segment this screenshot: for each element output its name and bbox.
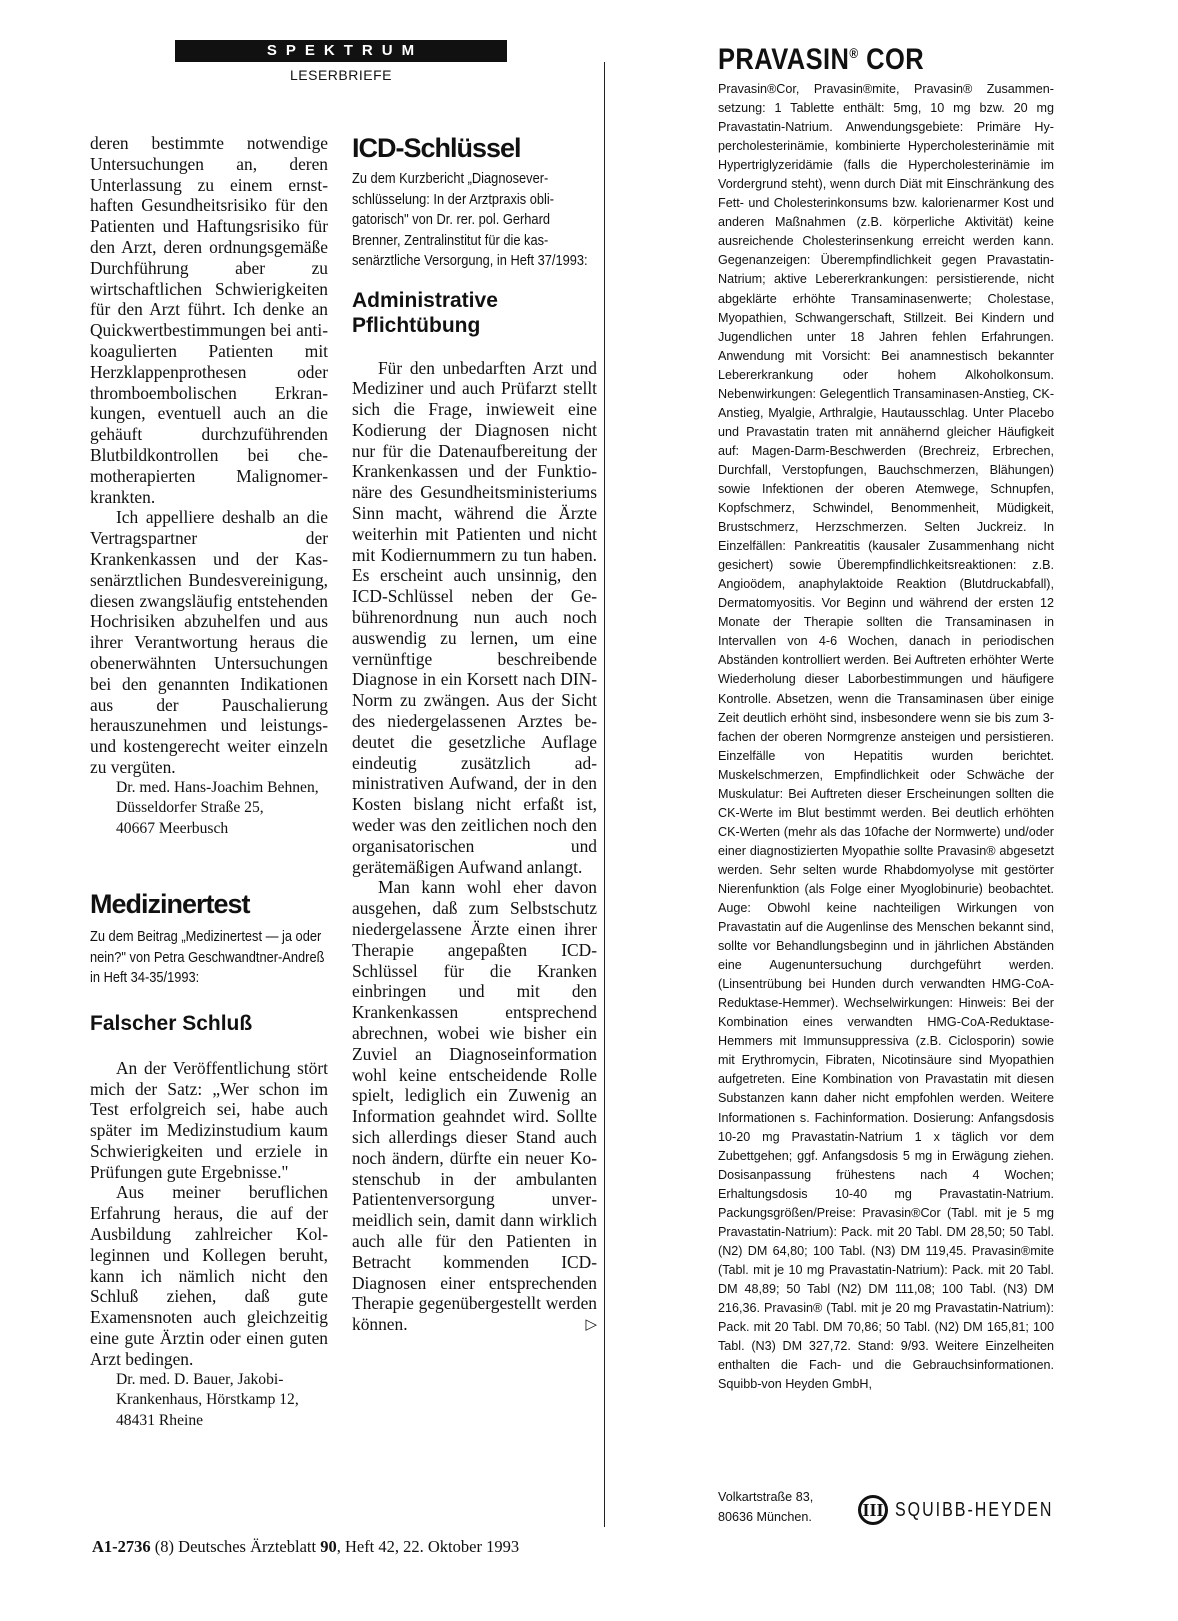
logo-badge-icon: III <box>858 1495 888 1525</box>
signature-line: Dr. med. D. Bauer, Jakobi- <box>116 1370 284 1388</box>
letter-heading: Falscher Schluß <box>90 1011 253 1035</box>
journal-volume: 90 <box>320 1537 337 1556</box>
column-divider <box>604 62 605 1527</box>
letter-title: Medizinertest <box>90 889 250 920</box>
letter-column-middle <box>352 133 597 1335</box>
signature-line: 40667 Meerbusch <box>116 819 229 837</box>
signature-line: 48431 Rheine <box>116 1411 204 1429</box>
letter-intro: Zu dem Beitrag „Medizinertest — ja oder nein?" von Petra Geschwandtner-Andreß in Heft 34-35/1993: <box>90 929 325 987</box>
continue-arrow-icon: ▷ <box>585 1315 597 1334</box>
body-paragraph: Aus meiner beruflichen Erfahrung heraus, die auf der Ausbildung zahlreicher Kolleginnen und Kollegen beruht, kann ich nämlich nicht den Schluß ziehen, daß gute Examensnoten auch gleichzeitig eine gute Ärztin oder einen guten Arzt bedingen. <box>90 1182 328 1369</box>
letter-heading: Administrative Pflichtübung <box>352 288 498 337</box>
letter-title: ICD-Schlüssel <box>352 133 521 163</box>
ad-address <box>718 1488 813 1527</box>
ad-title: PRAVASIN® COR <box>718 43 925 76</box>
advertisement-panel <box>718 36 1054 1394</box>
journal-date: , Heft 42, 22. Oktober 1993 <box>336 1537 520 1556</box>
journal-issue: (8) Deutsches Ärzteblatt <box>154 1537 317 1556</box>
body-paragraph: Man kann wohl eher davon ausgehen, daß zum Selbstschutz niedergelassene Ärzte einen ihrer Therapie angepaßten ICD-Schlüssel für die Kranken einbringen und mit den Krankenkassen entsprechend abrechnen, wobei wie bisher ein Zuviel an Diagnoseinformation wohl keine entscheidende Rolle spielt, lediglich ein Zuwenig an Information geahndet wird. Sollte sich allerdings dieser Stand auch noch ändern, dürfte ein neuer Kostenschub in der ambulanten Patientenversorgung unvermeidlich sein, damit dann wirklich auch alle für den Patienten in Betracht kommenden ICD-Diagnosen einer entsprechenden Therapie gegenübergestellt werden können. ▷ <box>352 877 597 1335</box>
signature-line: Krankenhaus, Hörstkamp 12, <box>116 1391 299 1409</box>
subsection-title: LESERBRIEFE <box>290 67 392 83</box>
body-paragraph: Für den unbedarften Arzt und Mediziner und auch Prüfarzt stellt sich die Frage, inwieweit eine Kodierung der Diagnosen nicht nur für die Datenaufbereitung der Krankenkassen und der Funktionäre des Gesundheitsministeriums Sinn macht, während die Ärzte weiterhin mit Patienten und nicht mit Kodiernummern zu tun haben. Es erscheint auch unsinnig, den ICD-Schlüssel neben der Gebührenordnung nun auch noch auswendig zu lernen, um eine vernünftige beschreibende Diagnose in ein Korsett nach DIN-Norm zu zwängen. Aus der Sicht des niedergelassenen Arztes bedeutet die gesetzliche Auflage eindeutig zusätzlich administrativen Aufwand, der in den Kosten bislang nicht erfaßt ist, weder was den zeitlichen noch den organisatorischen und gerätemäßigen Aufwand anlangt. <box>352 357 597 877</box>
body-paragraph: deren bestimmte notwendige Untersuchungen an, deren Unterlassung zu einem ernsthaften Gesundheitsrisiko für den Patienten und Haftungsrisiko für den Arzt, deren ordnungsgemäße Durchführung aber zu wirtschaftlichen Schwierigkeiten für den Arzt führt. Ich denke an Quickwertbestimmungen bei antikoagulierten Patienten mit Herzklappenprothesen oder thromboembolischen Erkrankungen, eventuell auch an die gehäuft durchzuführenden Blutbildkontrollen bei chemotherapierten Malignomerkrankten. <box>90 133 328 507</box>
signature-line: Dr. med. Hans-Joachim Behnen, Düsseldorfer Straße 25, <box>116 778 319 817</box>
page-footer <box>92 1537 519 1557</box>
letter-column-left <box>90 133 328 1431</box>
address-line: Volkartstraße 83, <box>718 1490 814 1504</box>
address-line: 80636 München. <box>718 1509 812 1524</box>
body-paragraph: Ich appelliere deshalb an die Vertragspartner der Krankenkassen und der Kassenärztlichen Bundesvereinigung, diesen zwangsläufig entstehenden Hochrisiken abzuhelfen und aus ihrer Verantwortung heraus die obenerwähnten Untersuchungen bei den genannten Indikationen aus der Pauschalierung herauszunehmen und leistungs- und kostengerecht weiter einzeln zu vergüten. <box>90 507 328 777</box>
letter-intro: Zu dem Kurzbericht „Diagnoseverschlüsselung: In der Arztpraxis obligatorisch" von Dr. rer. pol. Gerhard Brenner, Zentralinstitut für die kassenärztliche Versorgung, in Heft 37/1993: <box>352 171 588 269</box>
squibb-heyden-logo <box>858 1493 1093 1527</box>
section-banner <box>175 40 507 62</box>
page-reference: A1-2736 <box>92 1537 151 1556</box>
body-paragraph: An der Veröffentlichung stört mich der Satz: „Wer schon im Test erfolgreich sei, habe auch später im Medizinstudium kaum Schwierigkeiten und erziele in Prüfungen gute Ergebnisse." <box>90 1057 328 1182</box>
section-title: SPEKTRUM <box>266 42 424 59</box>
logo-text: SQUIBB-HEYDEN <box>895 1498 1054 1521</box>
ad-prescribing-info: Pravasin®Cor, Pravasin®mite, Pravasin® Zusammensetzung: 1 Tablette enthält: 5mg, 10 mg bzw. 20 mg Pravastatin-Natrium. Anwendungsgebiete: Primäre Hypercholesterinämie, kombinierte Hypercholesterinämie mit Hypertriglyzeridämie (falls die Hypercholesterinämie im Vordergrund steht), wenn durch Diät mit Einschränkung des Fett- und Cholesterinkonsums bzw. kalorienarmer Kost und anderen Maßnahmen (z.B. körperliche Aktivität) keine ausreichende Cholesterinsenkung erreicht werden kann. Gegenanzeigen: Überempfindlichkeit gegen Pravastatin-Natrium; aktive Lebererkrankungen: persistierende, nicht abgeklärte erhöhte Transaminasenwerte; Cholestase, Myopathien, Schwangerschaft, Stillzeit. Bei Kindern und Jugendlichen unter 18 Jahren fehlen Erfahrungen. Anwendung mit Vorsicht: Bei anamnestisch bekannter Lebererkrankung oder hohem Alkoholkonsum. Nebenwirkungen: Gelegentlich Transaminasen-Anstieg, CK-Anstieg, Myalgie, Arthralgie, Hautausschlag. Unter Placebo und Pravastatin traten mit annähernd gleicher Häufigkeit auf: Magen-Darm-Beschwerden (Brechreiz, Erbrechen, Durchfall, Verstopfungen, Bauchschmerzen, Blähungen) sowie Infektionen der oberen Atemwege, Schnupfen, Kopfschmerz, Schwindel, Benommenheit, Müdigkeit, Brustschmerz, Herzschmerzen. Selten Juckreiz. In Einzelfällen: Pankreatitis (kausaler Zusammenhang nicht gesichert) sowie Überempfindlichkeitsreaktionen: z.B. Angioödem, anaphylaktoide Reaktion (Blutdruckabfall), Dermatomyositis. Vor Beginn und während der ersten 12 Monate der Therapie sollten die Transaminasen in Intervallen von 4-6 Wochen, danach in periodischen Abständen kontrolliert werden. Bei Auftreten erhöhter Werte Wiederholung dieser Laborbestimmungen und häufigere Kontrolle. Absetzen, wenn die Transaminasen über einige Zeit deutlich erhöht sind, insbesondere wenn sie bis zum 3-fachen der oberen Normgrenze ansteigen und persistieren. Einzelfälle von Hepatitis wurden berichtet. Muskelschmerzen, Empfindlichkeit oder Schwäche der Muskulatur: Bei Auftreten dieser Erscheinungen sollten die CK-Werte im Blut bestimmt werden. Bei deutlich erhöhten CK-Werten (mehr als das 10fache der Normwerte) und/oder einer diagnostizierten Myopathie sollte Pravasin® abgesetzt werden. Sehr selten wurde Rhabdomyolyse mit gestörter Nierenfunktion (als Folge einer Myoglobinurie) beobachtet. Auge: Obwohl keine nachteiligen Wirkungen von Pravastatin auf die Augenlinse des Menschen bekannt sind, sollte vor Behandlungsbeginn und in jährlichen Abständen eine Augenuntersuchung durchgeführt werden. (Linsentrübung bei Hunden durch verwandten HMG-CoA-Reduktase-Hemmer). Wechselwirkungen: Hinweis: Bei der Kombination eines verwandten HMG-CoA-Reduktase-Hemmers mit Immunsuppressiva (z.B. Ciclosporin) sowie mit Erythromycin, Fibraten, Nicotinsäure sind Myopathien aufgetreten. Eine Kombination von Pravastatin mit diesen Substanzen kann daher nicht empfohlen werden. Weitere Informationen s. Fachinformation. Dosierung: Anfangsdosis 10-20 mg Pravastatin-Natrium 1 x täglich vor dem Zubettgehen; ggf. Anfangsdosis 5 mg in Erwägung ziehen. Dosisanpassung frühestens nach 4 Wochen; Erhaltungsdosis 10-40 mg Pravastatin-Natrium. Packungsgrößen/Preise: Pravasin®Cor (Tabl. mit je 5 mg Pravastatin-Natrium): Pack. mit 20 Tabl. DM 28,50; 50 Tabl. (N2) DM 64,80; 100 Tabl. (N3) DM 119,45. Pravasin®mite (Tabl. mit je 10 mg Pravastatin-Natrium): Pack. mit 20 Tabl. DM 48,89; 50 Tabl (N2) DM 111,08; 100 Tabl. (N3) DM 216,36. Pravasin® (Tabl. mit je 20 mg Pravastatin-Natrium): Pack. mit 20 Tabl. DM 70,86; 50 Tabl. (N2) DM 165,81; 100 Tabl. (N3) DM 327,72. Stand: 9/93. Weitere Einzelheiten enthalten die Fach- und die Gebrauchsinformationen. Squibb-von Heyden GmbH, <box>718 82 1055 1392</box>
